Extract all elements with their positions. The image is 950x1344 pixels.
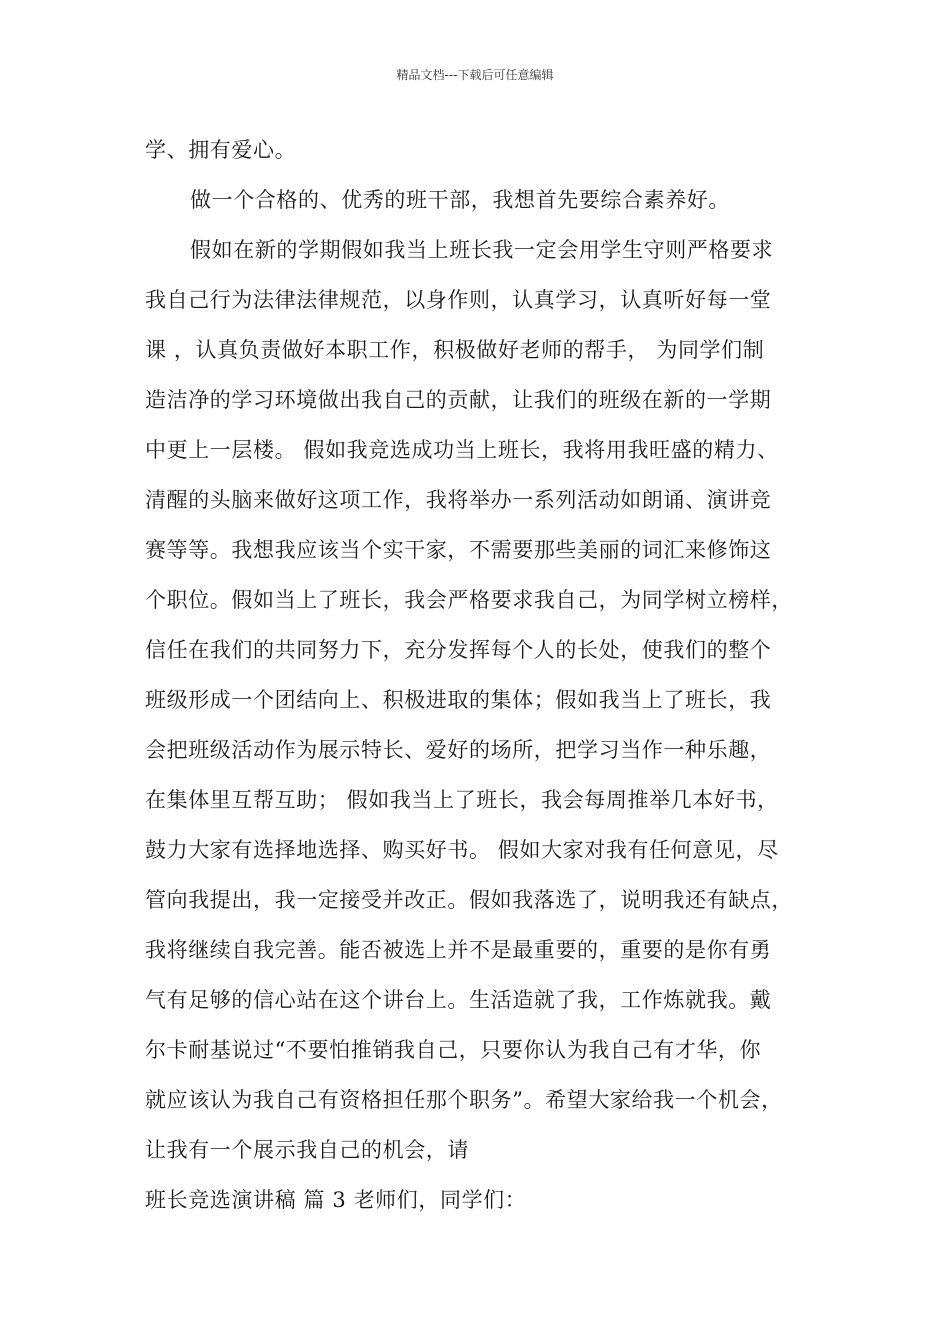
text-line: 气有足够的信心站在这个讲台上。生活造就了我，工作炼就我。戴: [145, 988, 772, 1012]
text-line: 管向我提出，我一定接受并改正。假如我落选了，说明我还有缺点，: [145, 888, 793, 912]
text-line: 赛等等。我想我应该当个实干家，不需要那些美丽的词汇来修饰这: [145, 538, 772, 562]
text-line: 我自己行为法律法律规范，以身作则，认真学习，认真听好每一堂: [145, 288, 772, 312]
text-line: 清醒的头脑来做好这项工作，我将举办一系列活动如朗诵、演讲竞: [145, 488, 772, 512]
text-line: 让我有一个展示我自己的机会，请: [145, 1138, 469, 1162]
text-line: 假如在新的学期假如我当上班长我一定会用学生守则严格要求: [190, 238, 774, 262]
text-line: 在集体里互帮互助； 假如我当上了班长，我会每周推举几本好书，: [145, 788, 779, 812]
text-line: 就应该认为我自己有资格担任那个职务”。希望大家给我一个机会，: [145, 1088, 783, 1112]
text-line: 会把班级活动作为展示特长、爱好的场所，把学习当作一种乐趣，: [145, 738, 772, 762]
text-line: 课 ，认真负责做好本职工作，积极做好老师的帮手， 为同学们制: [145, 338, 765, 362]
text-line: 鼓力大家有选择地选择、购买好书。 假如大家对我有任何意见，尽: [145, 838, 779, 862]
text-line: 做一个合格的、优秀的班干部，我想首先要综合素养好。: [190, 188, 730, 212]
text-line: 班级形成一个团结向上、积极进取的集体；假如我当上了班长，我: [145, 688, 772, 712]
text-line: 造洁净的学习环境做出我自己的贡献，让我们的班级在新的一学期: [145, 388, 772, 412]
text-line: 中更上一层楼。 假如我竞选成功当上班长，我将用我旺盛的精力、: [145, 438, 779, 462]
section-heading-line: 班长竞选演讲稿 篇 3 老师们，同学们：: [145, 1188, 527, 1212]
text-line: 我将继续自我完善。能否被选上并不是最重要的，重要的是你有勇: [145, 938, 772, 962]
text-line: 个职位。假如当上了班长，我会严格要求我自己，为同学树立榜样，: [145, 588, 793, 612]
text-line: 信任在我们的共同努力下，充分发挥每个人的长处，使我们的整个: [145, 638, 772, 662]
page-header: 精品文档---下载后可任意编辑: [396, 68, 554, 82]
text-line: 学、拥有爱心。: [145, 138, 297, 162]
text-line: 尔卡耐基说过“不要怕推销我自己，只要你认为我自己有才华，你: [145, 1038, 762, 1062]
